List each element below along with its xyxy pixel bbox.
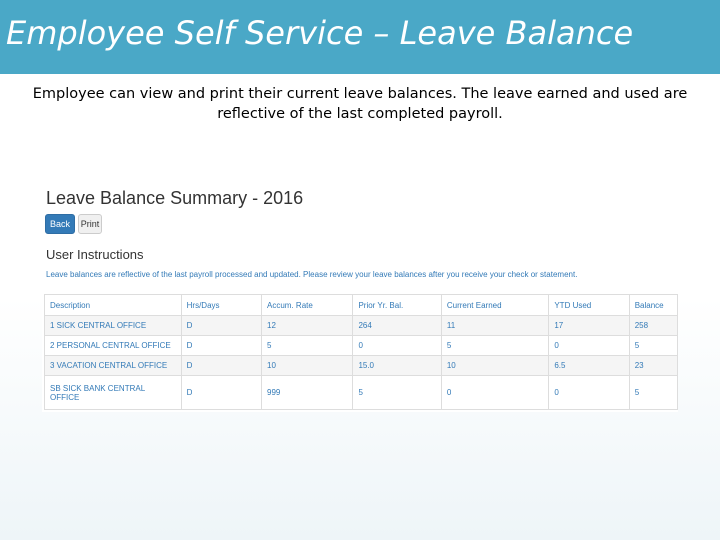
leave-balance-panel bbox=[42, 184, 678, 412]
cell-balance: 23 bbox=[629, 356, 677, 376]
cell-description: SB SICK BANK CENTRAL OFFICE bbox=[45, 376, 182, 410]
intro-text: Employee can view and print their current leave balances. The leave earned and used are reflective of the last completed payroll. bbox=[32, 86, 688, 122]
cell-prior-bal: 15.0 bbox=[353, 356, 441, 376]
instructions-text: Leave balances are reflective of the last payroll processed and updated. Please review your leave balances after you receive your check or statement. bbox=[46, 270, 578, 279]
cell-accum-rate: 999 bbox=[262, 376, 353, 410]
table-row bbox=[45, 316, 678, 336]
instructions-heading: User Instructions bbox=[46, 247, 144, 262]
cell-accum-rate: 12 bbox=[262, 316, 353, 336]
cell-used: 0 bbox=[549, 336, 629, 356]
cell-unit: D bbox=[181, 316, 261, 336]
cell-description: 2 PERSONAL CENTRAL OFFICE bbox=[45, 336, 182, 356]
cell-unit: D bbox=[181, 336, 261, 356]
cell-earned: 5 bbox=[441, 336, 549, 356]
table-row bbox=[45, 336, 678, 356]
column-header-prior-yr-bal[interactable]: Prior Yr. Bal. bbox=[353, 295, 441, 316]
cell-earned: 0 bbox=[441, 376, 549, 410]
slide-header bbox=[0, 0, 720, 74]
print-button[interactable]: Print bbox=[78, 214, 102, 234]
back-button[interactable]: Back bbox=[45, 214, 75, 234]
cell-balance: 5 bbox=[629, 336, 677, 356]
leave-balance-table bbox=[44, 294, 678, 410]
column-header-current-earned[interactable]: Current Earned bbox=[441, 295, 549, 316]
cell-unit: D bbox=[181, 356, 261, 376]
column-header-balance[interactable]: Balance bbox=[629, 295, 677, 316]
column-header-description[interactable]: Description bbox=[45, 295, 182, 316]
slide-title: Employee Self Service – Leave Balance bbox=[6, 14, 634, 52]
cell-unit: D bbox=[181, 376, 261, 410]
cell-description: 1 SICK CENTRAL OFFICE bbox=[45, 316, 182, 336]
cell-prior-bal: 264 bbox=[353, 316, 441, 336]
table-header-row bbox=[45, 295, 678, 316]
page-title: Leave Balance Summary - 2016 bbox=[46, 188, 304, 208]
table-row bbox=[45, 356, 678, 376]
column-header-ytd-used[interactable]: YTD Used bbox=[549, 295, 629, 316]
column-header-hrs-days[interactable]: Hrs/Days bbox=[181, 295, 261, 316]
cell-prior-bal: 5 bbox=[353, 376, 441, 410]
cell-balance: 5 bbox=[629, 376, 677, 410]
cell-accum-rate: 5 bbox=[262, 336, 353, 356]
cell-used: 17 bbox=[549, 316, 629, 336]
cell-used: 6.5 bbox=[549, 356, 629, 376]
cell-prior-bal: 0 bbox=[353, 336, 441, 356]
cell-balance: 258 bbox=[629, 316, 677, 336]
cell-earned: 10 bbox=[441, 356, 549, 376]
column-header-accum-rate[interactable]: Accum. Rate bbox=[262, 295, 353, 316]
cell-used: 0 bbox=[549, 376, 629, 410]
cell-accum-rate: 10 bbox=[262, 356, 353, 376]
cell-description: 3 VACATION CENTRAL OFFICE bbox=[45, 356, 182, 376]
cell-earned: 11 bbox=[441, 316, 549, 336]
table-row bbox=[45, 376, 678, 410]
